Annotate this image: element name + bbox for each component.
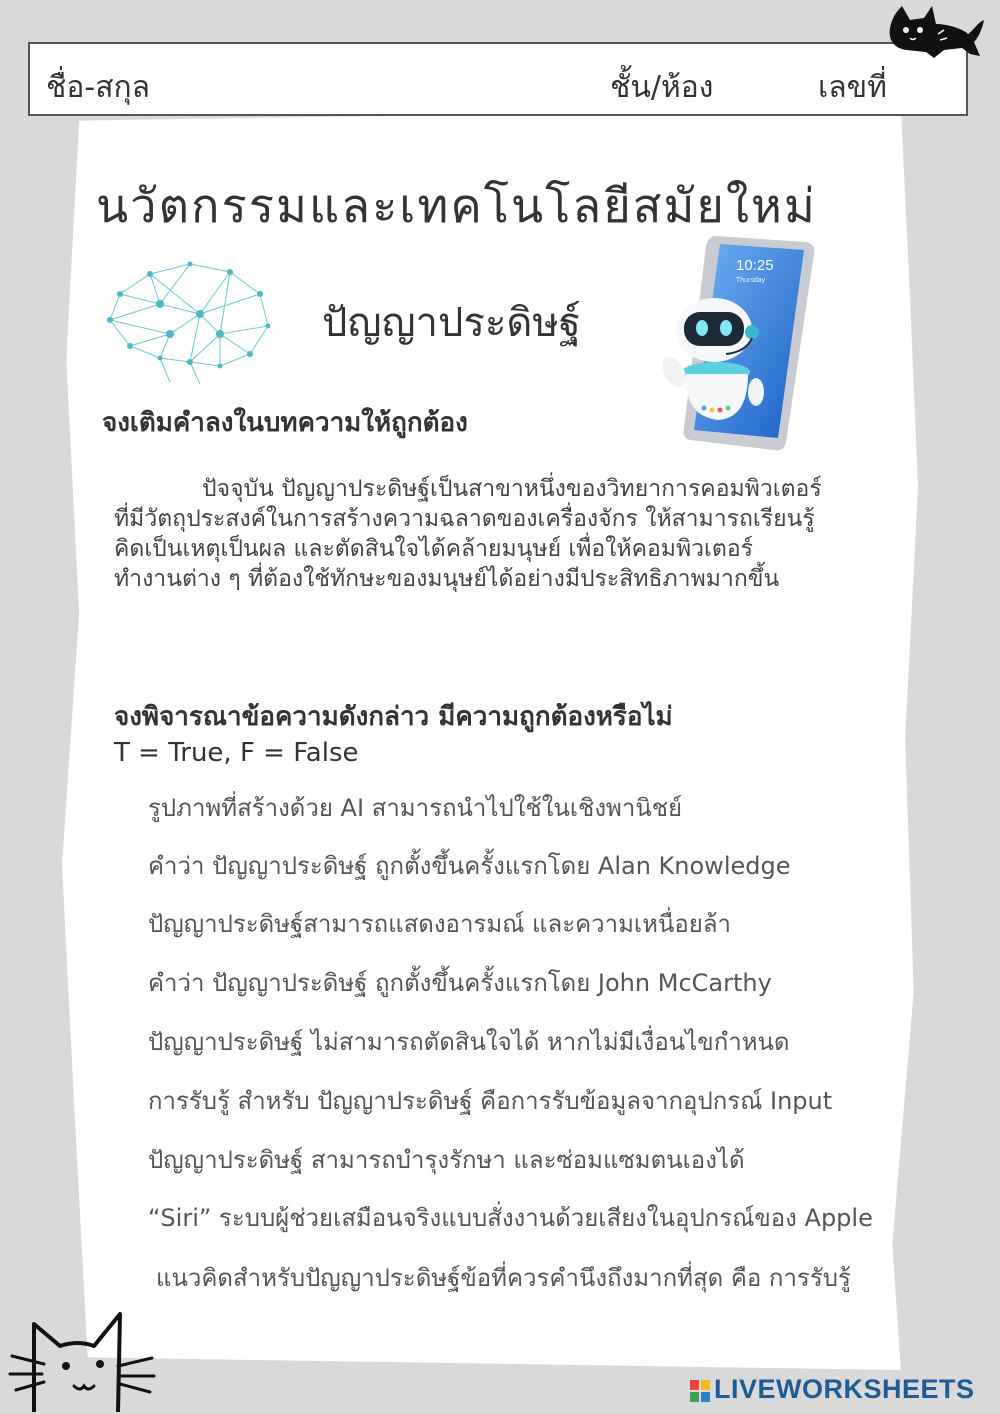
phone-time: 10:25 xyxy=(736,257,774,274)
smartphone-icon xyxy=(656,232,828,454)
student-info-box xyxy=(28,42,968,116)
statement-1: รูปภาพที่สร้างด้วย AI สามารถนำไปใช้ในเชิงพานิชย์ xyxy=(148,794,683,822)
cat-face-icon xyxy=(8,1304,158,1412)
section1-heading: จงเติมคำลงในบทความให้ถูกต้อง xyxy=(102,408,468,438)
topic-title: ปัญญาประดิษฐ์ xyxy=(322,300,581,346)
article-line: ที่มีวัตถุประสงค์ในการสร้างความฉลาดของเครื่องจักร ให้สามารถเรียนรู้ xyxy=(114,506,815,532)
true-false-legend: T = True, F = False xyxy=(114,738,359,768)
article-line: ทำงานต่าง ๆ ที่ต้องใช้ทักษะของมนุษย์ได้อย่างมีประสิทธิภาพมากขึ้น xyxy=(114,566,780,592)
statement-5: ปัญญาประดิษฐ์ ไม่สามารถตัดสินใจได้ หากไม่มีเงื่อนไขกำหนด xyxy=(148,1028,790,1056)
article-line: คิดเป็นเหตุเป็นผล และตัดสินใจได้คล้ายมนุษย์ เพื่อให้คอมพิวเตอร์ xyxy=(114,536,753,562)
black-cat-icon xyxy=(884,0,988,64)
statement-4: คำว่า ปัญญาประดิษฐ์ ถูกตั้งขึ้นครั้งแรกโดย John McCarthy xyxy=(148,969,772,997)
statement-6: การรับรู้ สำหรับ ปัญญาประดิษฐ์ คือการรับข้อมูลจากอุปกรณ์ Input xyxy=(148,1087,833,1115)
statement-2: คำว่า ปัญญาประดิษฐ์ ถูกตั้งขึ้นครั้งแรกโดย Alan Knowledge xyxy=(148,852,791,880)
article-line: ปัจจุบัน ปัญญาประดิษฐ์เป็นสาขาหนึ่งของวิทยาการคอมพิวเตอร์ xyxy=(202,476,822,502)
liveworksheets-badge-icon xyxy=(690,1380,710,1402)
section2-heading: จงพิจารณาข้อความดังกล่าว มีความถูกต้องหรือไม่ xyxy=(114,702,673,732)
article-paragraph xyxy=(114,474,904,594)
statement-3: ปัญญาประดิษฐ์สามารถแสดงอารมณ์ และความเหนื่อยล้า xyxy=(148,910,732,938)
ai-brain-icon xyxy=(100,254,276,386)
statement-7: ปัญญาประดิษฐ์ สามารถบำรุงรักษา และซ่อมแซมตนเองได้ xyxy=(148,1146,745,1174)
page-title: นวัตกรรมและเทคโนโลยีสมัยใหม่ xyxy=(96,179,817,234)
phone-day: Thursday xyxy=(736,277,766,284)
liveworksheets-logo xyxy=(690,1374,975,1405)
robot-phone-illustration xyxy=(656,232,828,454)
statement-8: “Siri” ระบบผู้ช่วยเสมือนจริงแบบสั่งงานด้วยเสียงในอุปกรณ์ของ Apple xyxy=(148,1204,873,1232)
number-label: เลขที่ xyxy=(818,70,887,105)
class-label: ชั้น/ห้อง xyxy=(610,70,714,105)
statement-9: แนวคิดสำหรับปัญญาประดิษฐ์ข้อที่ควรคำนึงถึงมากที่สุด คือ การรับรู้ xyxy=(156,1264,851,1292)
name-label: ชื่อ-สกุล xyxy=(46,70,151,105)
brand-name: LIVEWORKSHEETS xyxy=(714,1374,975,1404)
